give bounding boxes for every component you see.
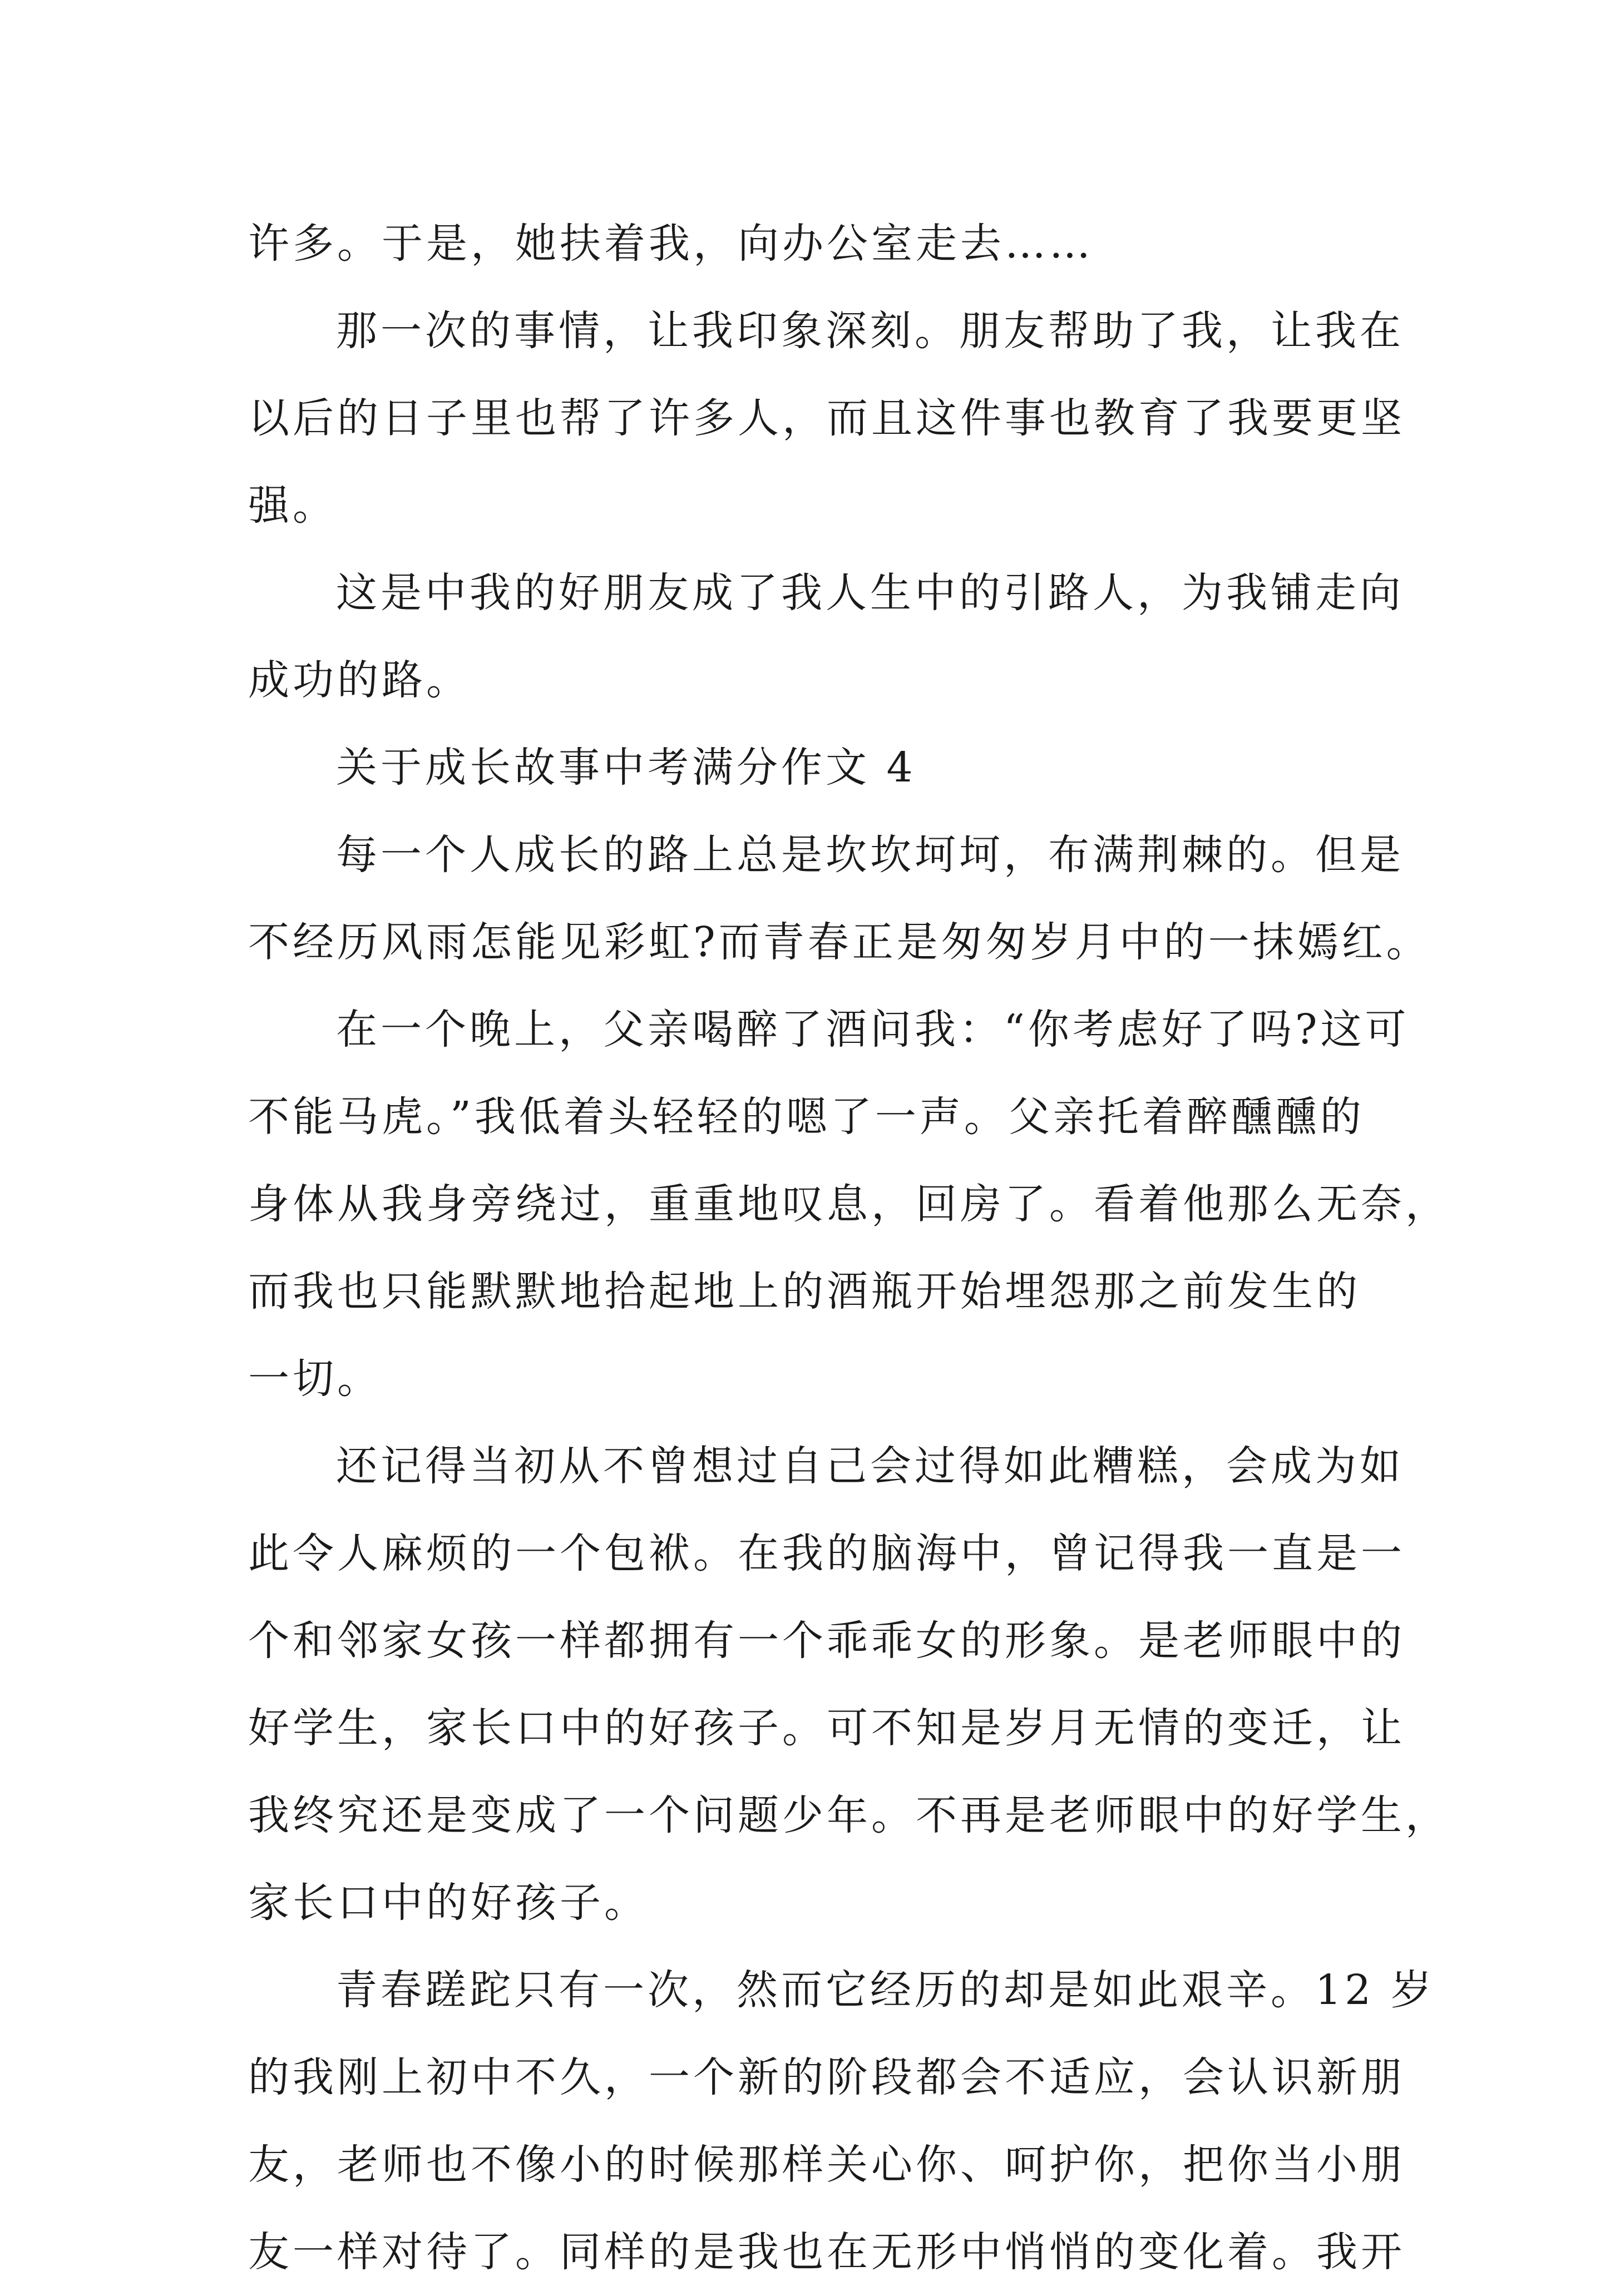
paragraph-first-line: 那一次的事情，让我印象深刻。朋友帮助了我，让我在 <box>336 307 1404 355</box>
paragraph-first-line: 还记得当初从不曾想过自己会过得如此糟糕，会成为如 <box>336 1442 1404 1490</box>
text-line: 强。 <box>248 482 337 530</box>
text-line: 成功的路。 <box>248 656 471 704</box>
paragraph-first-line: 关于成长故事中考满分作文 4 <box>336 744 916 791</box>
text-line: 好学生，家长口中的好孩子。可不知是岁月无情的变迁，让 <box>248 1704 1405 1752</box>
paragraph-first-line: 每一个人成长的路上总是坎坎坷坷，布满荆棘的。但是 <box>336 831 1404 879</box>
text-line: 不能马虎。”我低着头轻轻的嗯了一声。父亲托着醉醺醺的 <box>248 1093 1365 1141</box>
paragraph-first-line: 青春蹉跎只有一次，然而它经历的却是如此艰辛。12 岁 <box>336 1966 1435 2014</box>
text-line: 身体从我身旁绕过，重重地叹息，回房了。看着他那么无奈， <box>248 1180 1450 1228</box>
text-line: 而我也只能默默地拾起地上的酒瓶开始埋怨那之前发生的 <box>248 1268 1361 1315</box>
text-line: 友一样对待了。同样的是我也在无形中悄悄的变化着。我开 <box>248 2228 1405 2276</box>
text-line: 友，老师也不像小的时候那样关心你、呵护你，把你当小朋 <box>248 2141 1405 2189</box>
paragraph-first-line: 在一个晚上，父亲喝醉了酒问我：“你考虑好了吗?这可 <box>336 1006 1410 1053</box>
text-line: 一切。 <box>248 1355 382 1403</box>
document-body <box>248 200 1450 2296</box>
text-line: 的我刚上初中不久，一个新的阶段都会不适应，会认识新朋 <box>248 2053 1405 2101</box>
text-line: 以后的日子里也帮了许多人，而且这件事也教育了我要更坚 <box>248 394 1405 442</box>
text-line: 我终究还是变成了一个问题少年。不再是老师眼中的好学生， <box>248 1792 1450 1839</box>
paragraph-first-line: 这是中我的好朋友成了我人生中的引路人，为我铺走向 <box>336 569 1404 617</box>
text-line: 许多。于是，她扶着我，向办公室走去…… <box>248 220 1094 268</box>
text-line: 个和邻家女孩一样都拥有一个乖乖女的形象。是老师眼中的 <box>248 1617 1405 1665</box>
text-line: 此令人麻烦的一个包袱。在我的脑海中，曾记得我一直是一 <box>248 1530 1405 1577</box>
text-line: 不经历风雨怎能见彩虹?而青春正是匆匆岁月中的一抹嫣红。 <box>248 918 1431 966</box>
text-line: 家长口中的好孩子。 <box>248 1879 649 1927</box>
